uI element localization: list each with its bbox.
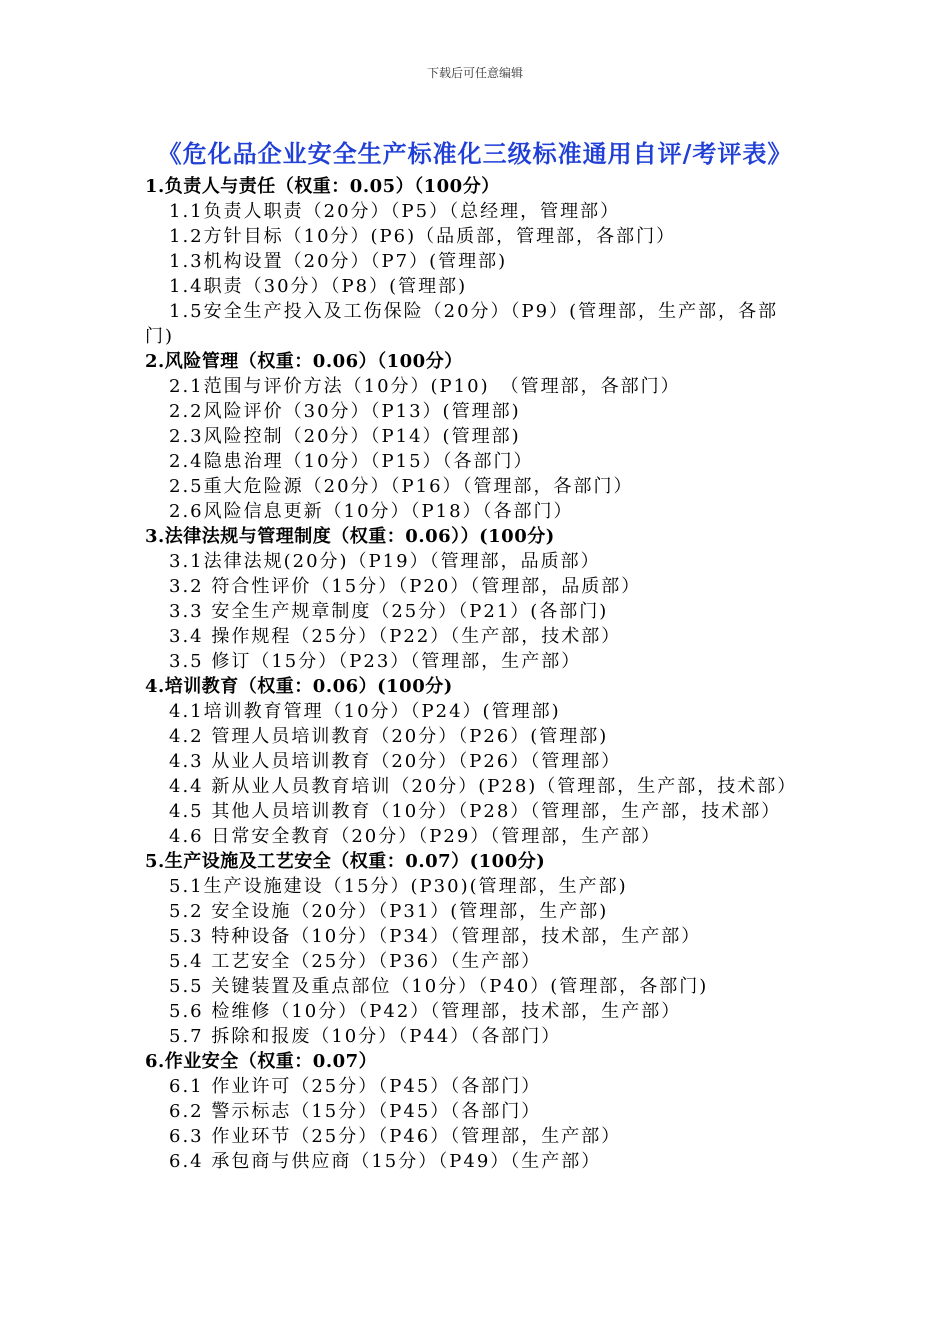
list-item: 3.2 符合性评价（15分）（P20）（管理部，品质部） [169, 576, 642, 597]
section-4 [145, 674, 800, 849]
section-2 [145, 349, 800, 524]
list-item: 5.6 检维修（10分）（P42）（管理部，技术部，生产部） [169, 1001, 682, 1022]
list-item: 5.7 拆除和报废（10分）（P44）（各部门） [169, 1026, 562, 1047]
list-item: 6.3 作业环节（25分）（P46）（管理部，生产部） [169, 1126, 622, 1147]
section-1 [145, 174, 800, 349]
list-item: 5.1生产设施建设（15分）(P30)(管理部，生产部) [169, 876, 628, 897]
section-5 [145, 849, 800, 1049]
list-item: 3.4 操作规程（25分）（P22）（生产部，技术部） [169, 626, 622, 647]
list-item: 5.2 安全设施（20分）（P31）(管理部，生产部) [169, 901, 609, 922]
section-3 [145, 524, 800, 674]
section-6 [145, 1049, 800, 1174]
list-item: 1.1负责人职责（20分）（P5）（总经理，管理部） [169, 201, 621, 222]
list-item: 1.5安全生产投入及工伤保险（20分）（P9）(管理部，生产部，各部门) [145, 301, 779, 347]
list-item: 6.1 作业许可（25分）（P45）（各部门） [169, 1076, 542, 1097]
list-item: 2.6风险信息更新（10分）（P18）（各部门） [169, 501, 574, 522]
section-heading: 6.作业安全（权重：0.07） [145, 1051, 378, 1072]
list-item: 4.5 其他人员培训教育（10分）（P28）（管理部，生产部，技术部） [169, 801, 782, 822]
list-item: 2.2风险评价（30分）（P13）(管理部) [169, 401, 521, 422]
section-heading: 3.法律法规与管理制度（权重：0.06））(100分) [145, 526, 555, 547]
list-item: 2.3风险控制（20分）（P14）(管理部) [169, 426, 521, 447]
list-item: 4.1培训教育管理（10分）（P24）(管理部) [169, 701, 561, 722]
list-item: 4.3 从业人员培训教育（20分）（P26）（管理部） [169, 751, 622, 772]
list-item: 3.5 修订（15分）（P23）（管理部，生产部） [169, 651, 582, 672]
list-item: 1.2方针目标（10分）(P6)（品质部，管理部，各部门） [169, 226, 677, 247]
list-item: 2.1范围与评价方法（10分）(P10) （管理部，各部门） [169, 376, 681, 397]
list-item: 5.3 特种设备（10分）（P34）（管理部，技术部，生产部） [169, 926, 702, 947]
document-title: 《危化品企业安全生产标准化三级标准通用自评/考评表》 [157, 139, 793, 168]
list-item: 3.1法律法规(20分)（P19）（管理部，品质部） [169, 551, 601, 572]
list-item: 1.4职责（30分）（P8）(管理部) [169, 276, 468, 297]
list-item: 6.2 警示标志（15分）（P45）（各部门） [169, 1101, 542, 1122]
list-item: 5.5 关键装置及重点部位（10分）（P40）(管理部，各部门) [169, 976, 709, 997]
list-item: 4.4 新从业人员教育培训（20分）(P28)（管理部，生产部，技术部） [169, 776, 798, 797]
list-item: 1.3机构设置（20分）（P7）(管理部) [169, 251, 508, 272]
list-item: 2.4隐患治理（10分）（P15）（各部门） [169, 451, 534, 472]
list-item: 3.3 安全生产规章制度（25分）（P21）(各部门) [169, 601, 609, 622]
list-item: 6.4 承包商与供应商（15分）（P49）（生产部） [169, 1151, 602, 1172]
list-item: 4.6 日常安全教育（20分）（P29）（管理部，生产部） [169, 826, 662, 847]
section-heading: 2.风险管理（权重：0.06）（100分） [145, 351, 463, 372]
list-item: 4.2 管理人员培训教育（20分）（P26）(管理部) [169, 726, 609, 747]
header-note: 下载后可任意编辑 [426, 66, 523, 80]
section-heading: 4.培训教育（权重：0.06）(100分) [145, 676, 453, 697]
list-item: 2.5重大危险源（20分）（P16）（管理部，各部门） [169, 476, 634, 497]
section-heading: 1.负责人与责任（权重：0.05）（100分） [145, 176, 500, 197]
section-heading: 5.生产设施及工艺安全（权重：0.07）(100分) [145, 851, 546, 872]
document-body [145, 174, 800, 1174]
list-item: 5.4 工艺安全（25分）（P36）（生产部） [169, 951, 542, 972]
